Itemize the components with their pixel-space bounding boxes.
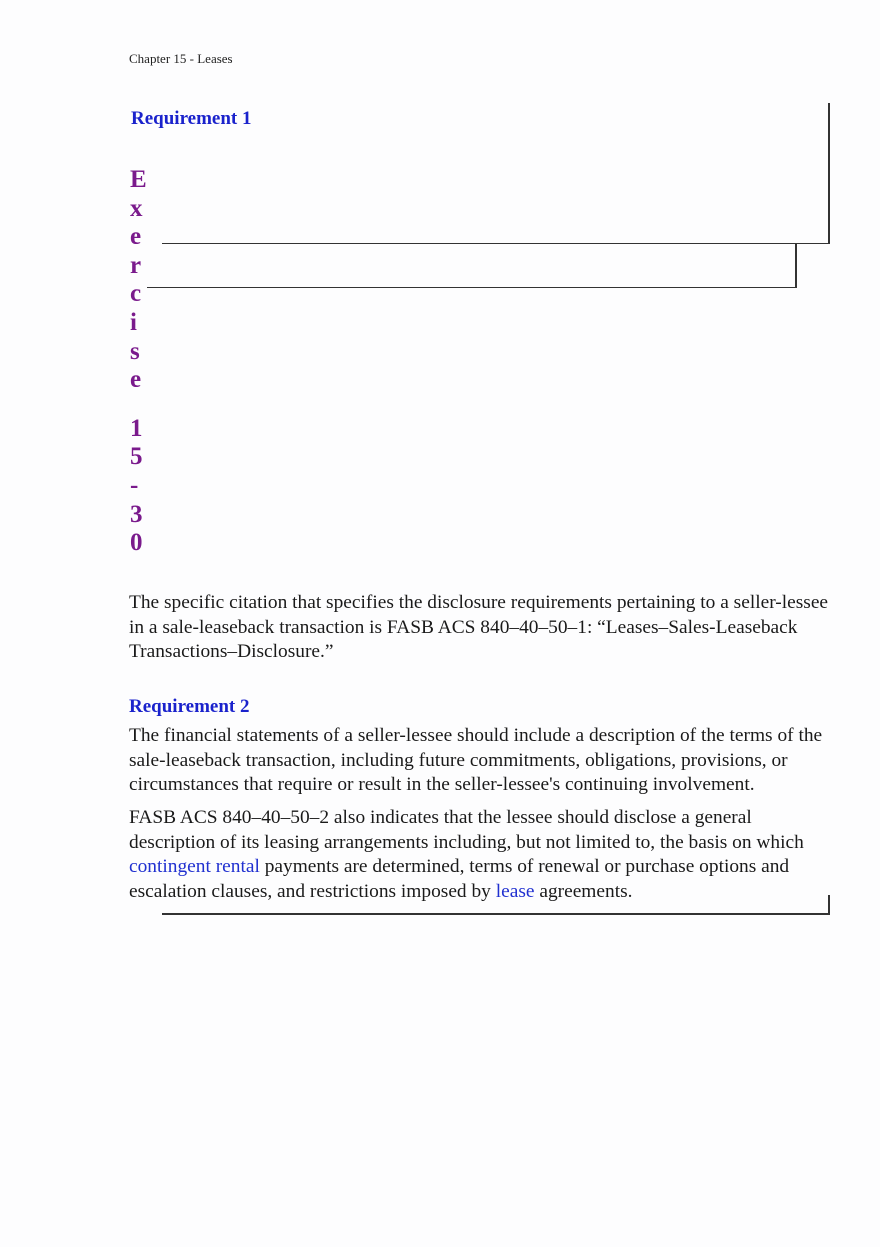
paragraph-text: FASB ACS 840–40–50–2 also indicates that the lessee should disclose a general description of its leasing arrangements including, but not limited to, the basis on which	[129, 807, 804, 853]
requirement-2-heading: Requirement 2	[129, 696, 250, 717]
exercise-digit: 3	[130, 500, 143, 528]
paragraph-text: agreements.	[534, 880, 633, 902]
exercise-letter: E	[130, 166, 147, 193]
frame-horizontal-bottom	[162, 913, 830, 915]
exercise-digit: 5	[130, 443, 143, 471]
contingent-rental-link[interactable]: contingent rental	[129, 856, 260, 877]
page-header: Chapter 15 - Leases	[129, 51, 233, 66]
exercise-letter: e	[130, 366, 142, 394]
exercise-letter: e	[130, 223, 142, 251]
requirement-2-paragraph-1: The financial statements of a seller-lessee should include a description of the terms of the sale-leaseback transaction, including future commitments, obligations, provisions, or circumstances that require or result in the seller-lessee's continuing involvement.	[129, 725, 823, 795]
exercise-digit: -	[130, 471, 139, 499]
frame-right-vertical-top	[828, 103, 830, 244]
exercise-letter: s	[130, 337, 140, 365]
requirement-2-paragraph-2	[129, 806, 829, 904]
frame-right-vertical-2	[795, 244, 797, 288]
exercise-letter: c	[130, 280, 142, 308]
frame-horizontal-2	[147, 287, 797, 288]
lease-link[interactable]: lease	[495, 880, 535, 902]
exercise-letter: i	[130, 308, 137, 336]
answer-1-paragraph: The specific citation that specifies the disclosure requirements pertaining to a seller-lessee in a sale-leaseback transaction is FASB ACS 840–40–50–1: “Leases–Sales-Leaseback Transactions–Disclosure.”	[129, 592, 829, 662]
paragraph-text: payments are determined, terms of renewal or purchase options and escalation clauses, and restrictions imposed by	[129, 856, 790, 902]
exercise-digit: 1	[130, 414, 143, 442]
exercise-letter: x	[130, 194, 143, 222]
exercise-digit: 0	[130, 529, 143, 557]
exercise-spacer	[130, 395, 154, 415]
requirement-1-heading: Requirement 1	[131, 108, 252, 129]
exercise-letter: r	[130, 251, 142, 279]
exercise-title-vertical	[130, 166, 154, 558]
frame-horizontal-1	[162, 243, 830, 244]
